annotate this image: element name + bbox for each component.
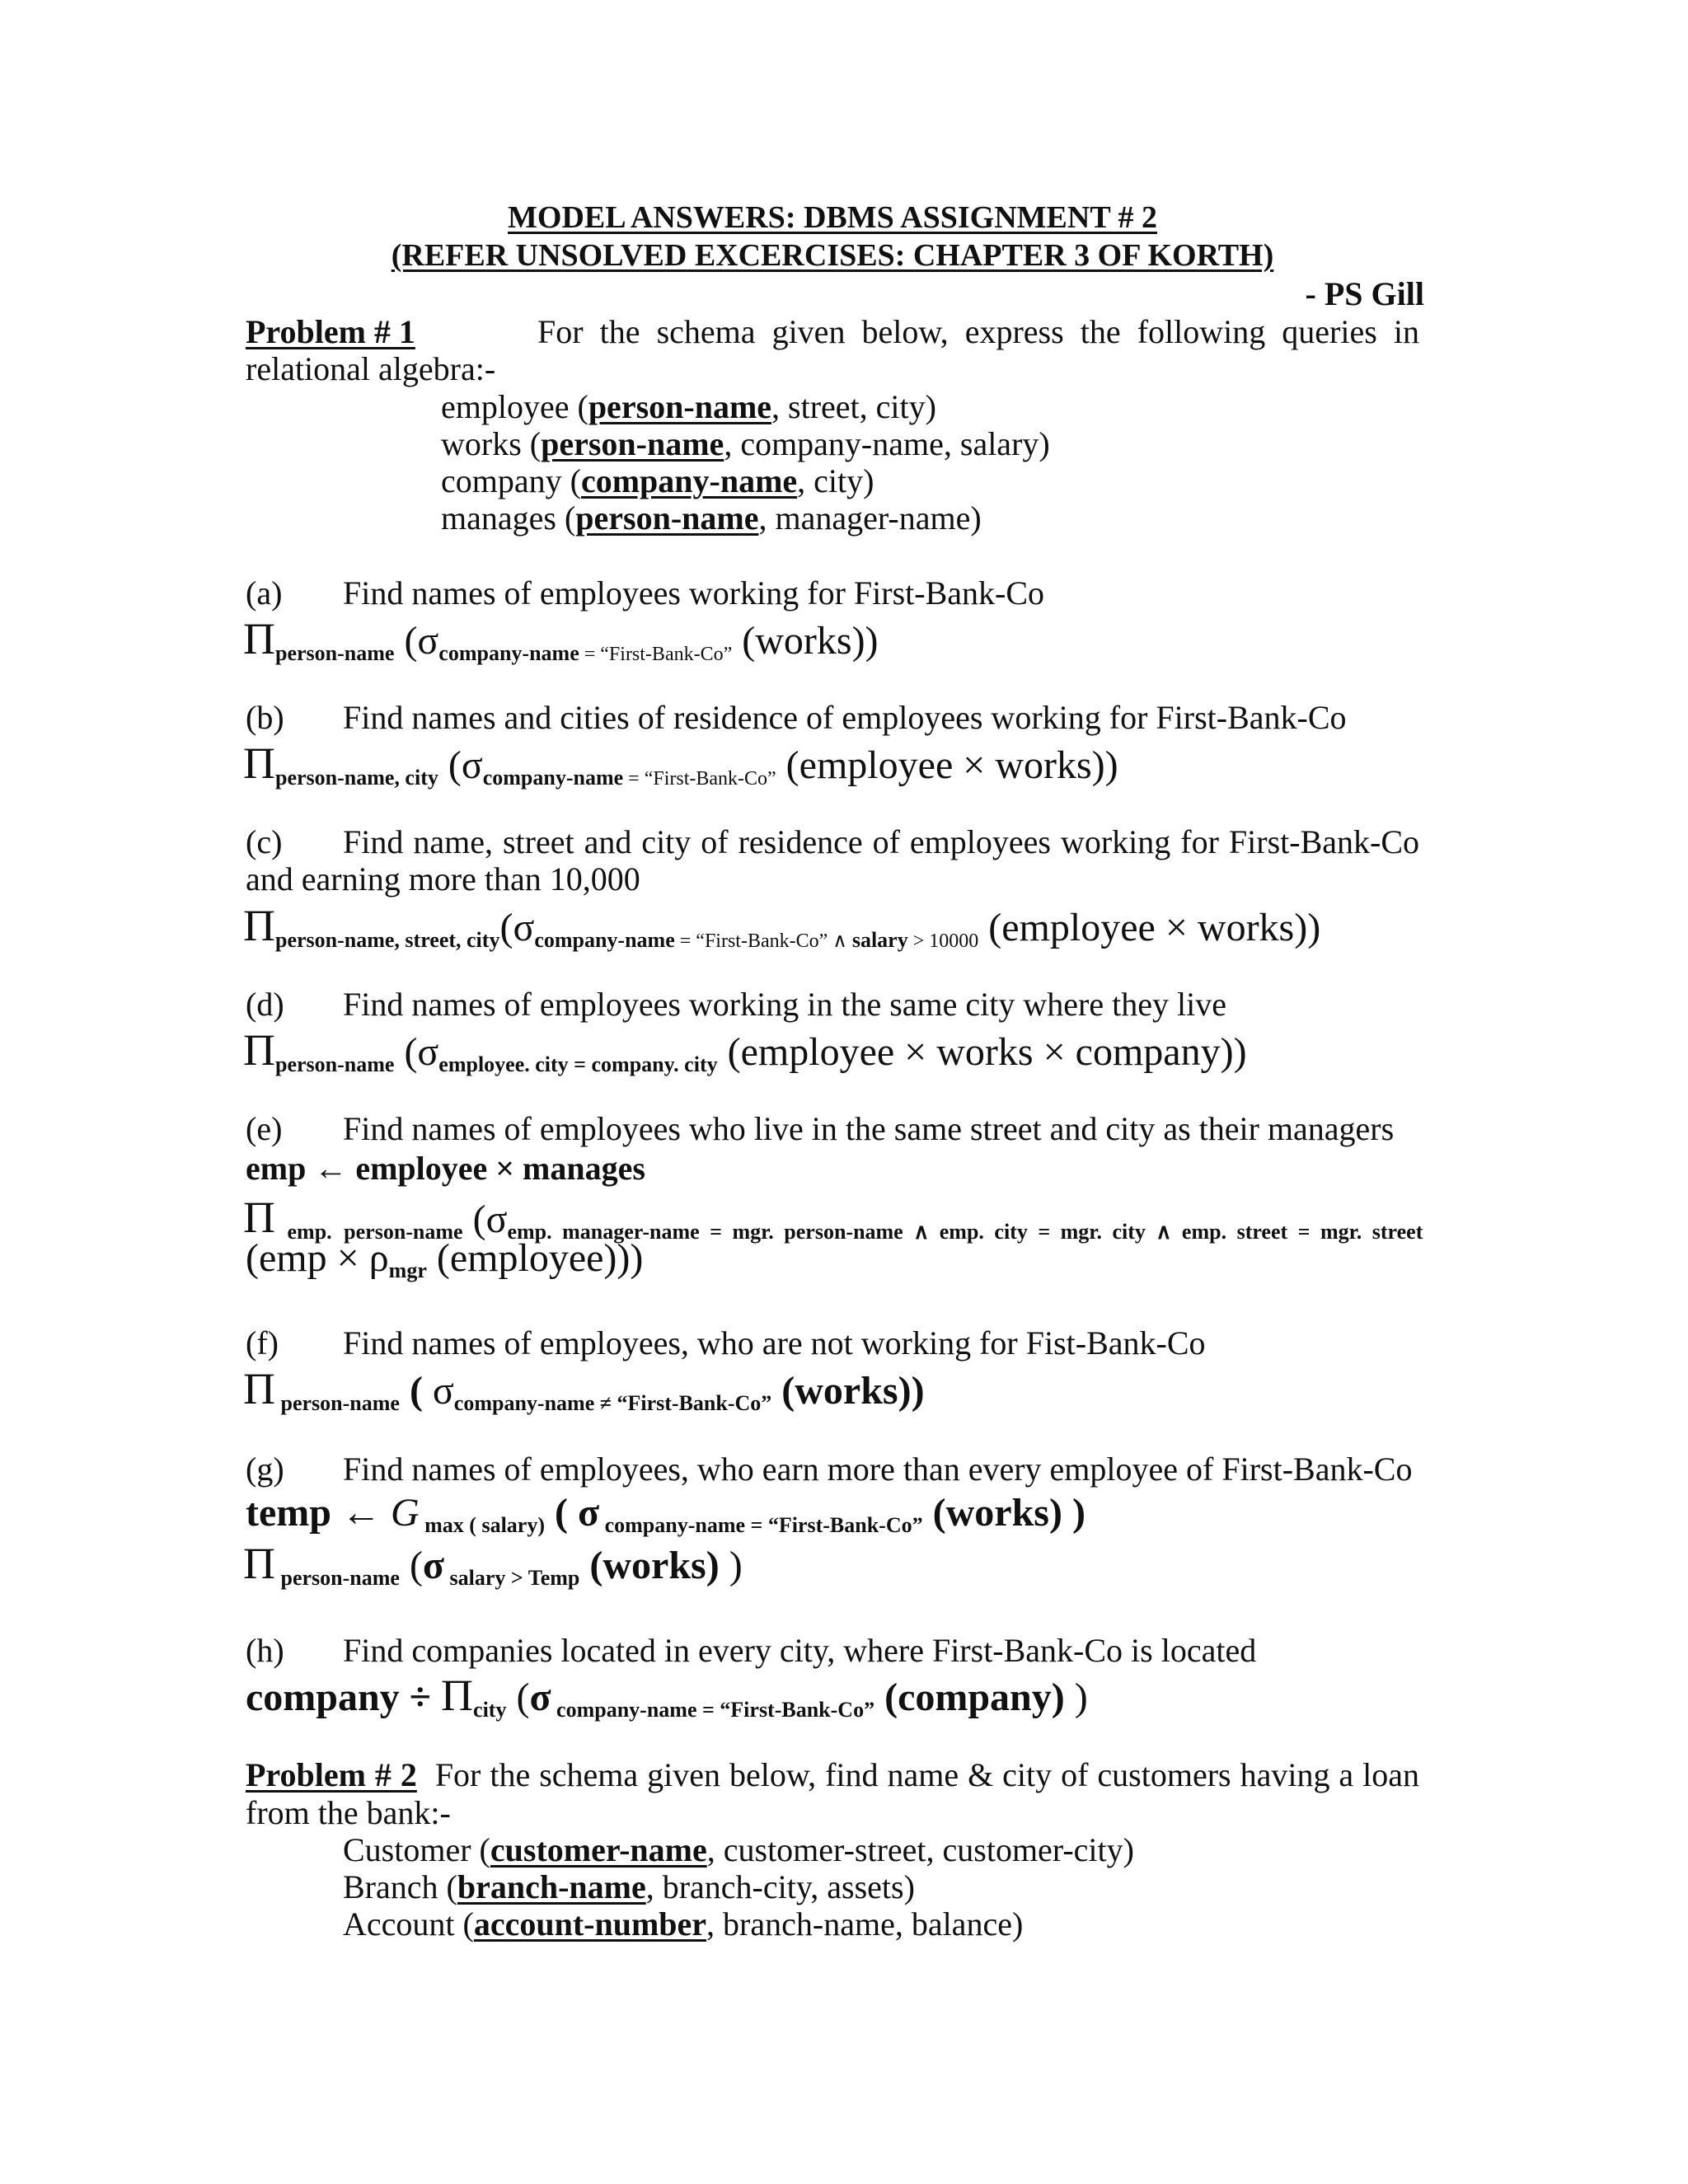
answer-g-line1: temp ← G $_{max ( salary)}$ ( σ $_{company-name = “First-Bank-Co”}$ (works) ) bbox=[246, 1491, 1085, 1537]
question-c-cont: and earning more than 10,000 bbox=[246, 860, 640, 898]
document-subtitle: (REFER UNSOLVED EXCERCISES: CHAPTER 3 OF KORTH) bbox=[391, 238, 1274, 273]
pi-symbol: Π bbox=[243, 614, 275, 663]
question-c: (c) Find name, street and city of residence of employees working for First-Bank-Co bbox=[246, 823, 1419, 860]
schema-employee: employee (person-name, street, city) bbox=[441, 388, 936, 425]
problem1-heading-line bbox=[246, 313, 415, 350]
problem1-intro-a: For the schema given below, express the following queries in bbox=[537, 313, 1419, 350]
schema-branch: Branch (branch-name, branch-city, assets) bbox=[343, 1868, 915, 1905]
document-author: - PS Gill bbox=[1305, 275, 1424, 312]
question-a: (a) Find names of employees working for First-Bank-Co bbox=[246, 574, 1044, 612]
answer-b: $\Pi_{person-name, city}$ ($\sigma_{company-name}$ $_{= “First-Bank-Co”}$ (employee × works)) bbox=[243, 738, 1118, 790]
question-g: (g) Find names of employees, who earn more than every employee of First-Bank-Co bbox=[246, 1451, 1413, 1488]
schema-account: Account (account-number, branch-name, balance) bbox=[343, 1905, 1024, 1943]
answer-d: $\Pi_{person-name}$ ($\sigma_{employee. city = company. city}$ (employee × works × company)) bbox=[243, 1025, 1247, 1076]
document-title: MODEL ANSWERS: DBMS ASSIGNMENT # 2 bbox=[508, 200, 1157, 235]
problem2-intro-line bbox=[246, 1756, 1420, 1793]
answer-f: Π $_{person-name}$ ( $\sigma_{company-name \ne “First-Bank-Co”}$ (works)) bbox=[243, 1364, 925, 1415]
problem1-heading: Problem # 1 bbox=[246, 313, 415, 350]
pi-symbol: Π bbox=[441, 1671, 474, 1720]
pi-symbol: Π bbox=[243, 1193, 275, 1242]
schema-key: company-name bbox=[580, 462, 798, 499]
problem1-intro-b: relational algebra:- bbox=[246, 350, 496, 387]
schema-manages: manages (person-name, manager-name) bbox=[441, 499, 982, 537]
pi-symbol: Π bbox=[243, 901, 275, 950]
problem2-intro-a: For the schema given below, find name & city of customers having a loan bbox=[434, 1756, 1420, 1793]
problem2-heading: Problem # 2 bbox=[246, 1756, 417, 1793]
question-b: (b) Find names and cities of residence of employees working for First-Bank-Co bbox=[246, 699, 1347, 736]
answer-c: $\Pi_{person-name, street, city}(\sigma_{company-name}$ $_{= “First-Bank-Co” \wedge}$ $_{salary}$ $_{> 10000}$ (employee × works)) bbox=[243, 901, 1321, 952]
schema-key: person-name bbox=[588, 388, 772, 425]
schema-key: person-name bbox=[575, 499, 759, 537]
answer-e-assign: emp ← employee × manages bbox=[246, 1150, 645, 1187]
answer-e-line1: Π $_{emp. person-name}$ ($\sigma_{emp. manager-name = mgr. person-name \wedge emp. city = mgr. city \wedge emp. street = mgr. street}$ bbox=[243, 1193, 1423, 1244]
pi-symbol: Π bbox=[243, 1025, 275, 1075]
aggregate-symbol: G bbox=[390, 1491, 420, 1535]
answer-a: $\Pi_{person-name}$ ($\sigma_{company-name}$ $_{= “First-Bank-Co”}$ (works)) bbox=[243, 614, 879, 665]
schema-key: customer-name bbox=[490, 1831, 707, 1868]
question-h: (h) Find companies located in every city, where First-Bank-Co is located bbox=[246, 1632, 1257, 1669]
schema-company: company (company-name, city) bbox=[441, 462, 874, 499]
pi-symbol: Π bbox=[243, 1364, 275, 1413]
pi-symbol: Π bbox=[243, 1539, 275, 1588]
question-f: (f) Find names of employees, who are not working for Fist-Bank-Co bbox=[246, 1324, 1206, 1361]
answer-e-line2: ($emp \times \rho_{mgr}$ (employee))) bbox=[246, 1236, 644, 1282]
schema-key: branch-name bbox=[457, 1868, 646, 1905]
schema-key: person-name bbox=[541, 425, 724, 462]
answer-g-line2: Π $_{person-name}$ (σ $_{salary > Temp}$ (works) ) bbox=[243, 1539, 743, 1590]
schema-works: works (person-name, company-name, salary) bbox=[441, 425, 1050, 462]
schema-customer: Customer (customer-name, customer-street, customer-city) bbox=[343, 1831, 1134, 1868]
schema-key: account-number bbox=[473, 1905, 707, 1943]
pi-symbol: Π bbox=[243, 738, 275, 788]
answer-h: company ÷ $\Pi_{city}$ (σ $_{company-name = “First-Bank-Co”}$ (company) ) bbox=[246, 1671, 1088, 1722]
question-e: (e) Find names of employees who live in the same street and city as their managers bbox=[246, 1110, 1395, 1147]
problem2-intro-b: from the bank:- bbox=[246, 1794, 451, 1831]
question-d: (d) Find names of employees working in the same city where they live bbox=[246, 986, 1226, 1023]
